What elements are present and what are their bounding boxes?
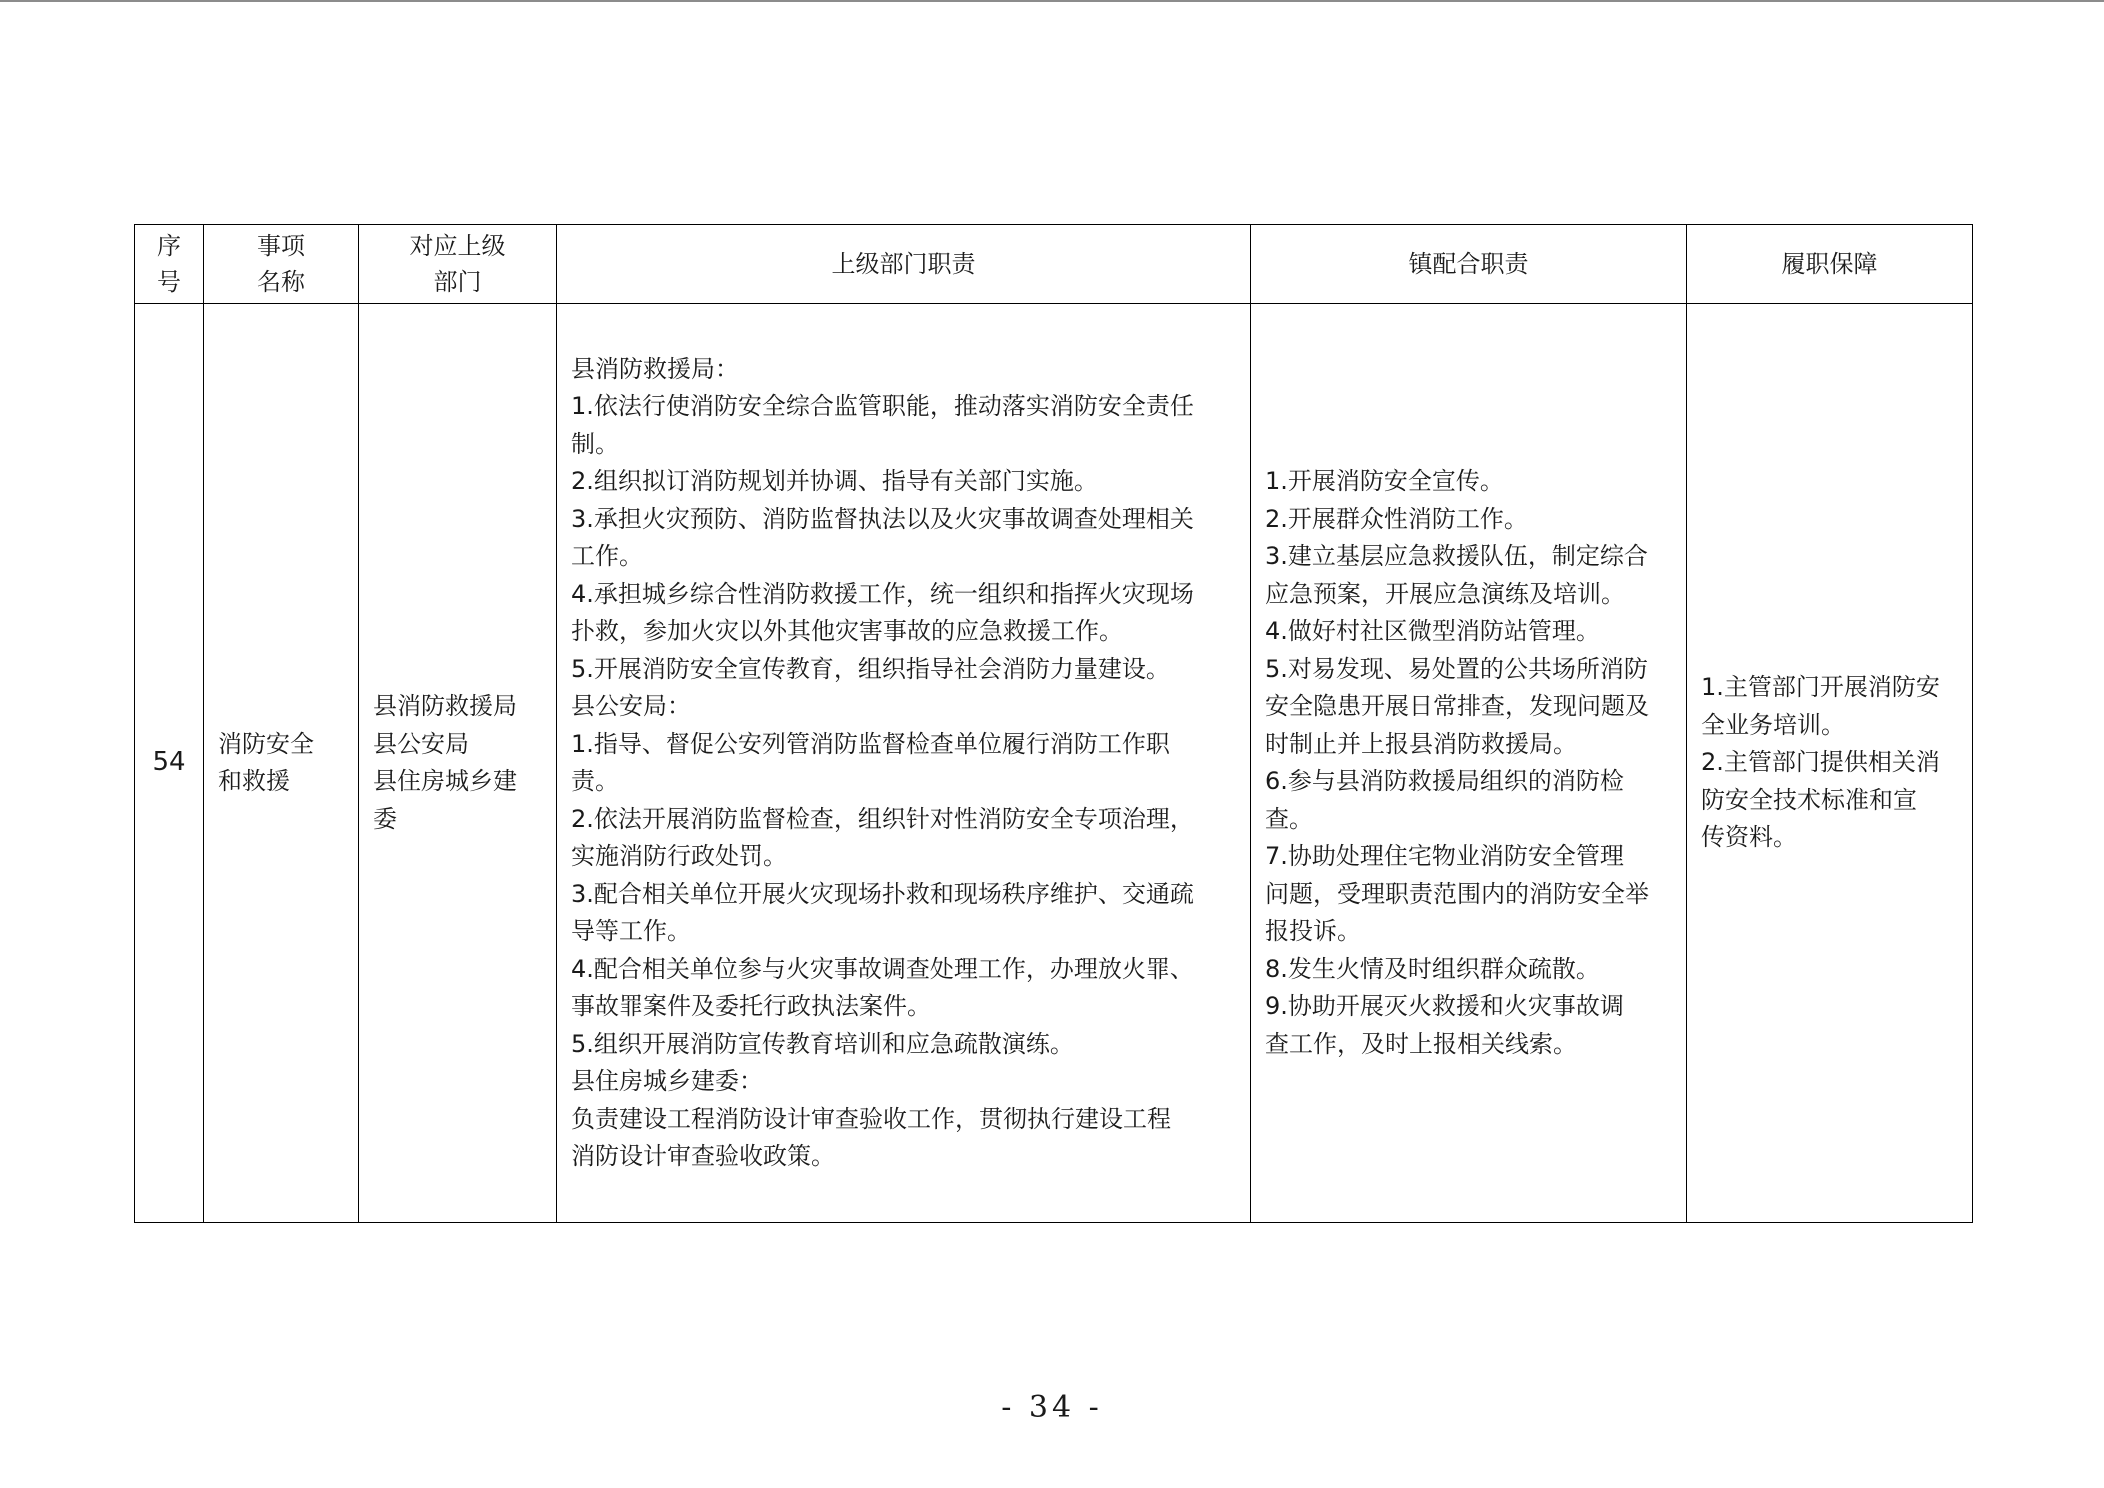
- guarantee-line: 2.主管部门提供相关消: [1701, 748, 1940, 777]
- town-duty-line: 查。: [1265, 804, 1313, 833]
- header-guarantee: 履职保障: [1687, 225, 1973, 304]
- upper-duty-line: 县住房城乡建委：: [571, 1067, 763, 1095]
- upper-duty-line: 扑救，参加火灾以外其他灾害事故的应急救援工作。: [571, 617, 1123, 645]
- page-number: - 34 -: [1001, 1390, 1103, 1425]
- upper-duty-line: 导等工作。: [571, 917, 691, 945]
- dept-line: 县公安局: [373, 729, 469, 758]
- town-duty-line: 9.协助开展灭火救援和火灾事故调: [1265, 992, 1624, 1020]
- upper-duty-line: 消防设计审查验收政策。: [571, 1142, 835, 1170]
- dept-line: 县消防救援局: [373, 692, 517, 720]
- dept-line: 委: [373, 804, 397, 833]
- town-duty-line: 3.建立基层应急救援队伍，制定综合: [1265, 542, 1648, 570]
- upper-duty-line: 制。: [571, 429, 619, 458]
- guarantee-line: 防安全技术标准和宣: [1701, 785, 1917, 814]
- town-duty-line: 7.协助处理住宅物业消防安全管理: [1265, 842, 1624, 870]
- item-name-line: 和救援: [218, 767, 290, 795]
- upper-duty-line: 实施消防行政处罚。: [571, 842, 787, 870]
- upper-duty-line: 事故罪案件及委托行政执法案件。: [571, 992, 931, 1020]
- header-item-name: 事项 名称: [204, 225, 359, 304]
- town-duty-line: 时制止并上报县消防救援局。: [1265, 729, 1577, 758]
- guarantee-line: 全业务培训。: [1701, 710, 1845, 739]
- town-duty-line: 报投诉。: [1265, 917, 1361, 945]
- page-top-rule: [0, 0, 2104, 2]
- town-duty-line: 6.参与县消防救援局组织的消防检: [1265, 767, 1624, 795]
- town-duty-line: 查工作，及时上报相关线索。: [1265, 1029, 1577, 1058]
- town-duty-line: 8.发生火情及时组织群众疏散。: [1265, 954, 1600, 983]
- town-duty-line: 应急预案，开展应急演练及培训。: [1265, 579, 1625, 608]
- duty-table: [134, 224, 1973, 1223]
- town-duty-line: 2.开展群众性消防工作。: [1265, 504, 1528, 533]
- upper-duty-line: 县消防救援局：: [571, 354, 739, 383]
- town-duty-line: 1.开展消防安全宣传。: [1265, 467, 1504, 495]
- item-name-line: 消防安全: [218, 729, 314, 758]
- upper-duty-line: 2.组织拟订消防规划并协调、指导有关部门实施。: [571, 467, 1098, 495]
- town-duty-line: 4.做好村社区微型消防站管理。: [1265, 617, 1600, 645]
- upper-duty-line: 1.依法行使消防安全综合监管职能，推动落实消防安全责任: [571, 392, 1194, 420]
- upper-duty-line: 4.承担城乡综合性消防救援工作，统一组织和指挥火灾现场: [571, 579, 1194, 608]
- upper-duty-line: 工作。: [571, 542, 643, 570]
- cell-upper-dept: [359, 304, 557, 1223]
- upper-duty-line: 3.承担火灾预防、消防监督执法以及火灾事故调查处理相关: [571, 504, 1194, 533]
- header-upper-duties: 上级部门职责: [557, 225, 1251, 304]
- town-duty-line: 安全隐患开展日常排查，发现问题及: [1265, 692, 1649, 720]
- town-duty-line: 问题，受理职责范围内的消防安全举: [1265, 879, 1649, 908]
- guarantee-line: 传资料。: [1701, 823, 1797, 852]
- cell-seq: [135, 304, 204, 1223]
- upper-duty-line: 责。: [571, 767, 619, 795]
- cell-item-name: [204, 304, 359, 1223]
- upper-duty-line: 3.配合相关单位开展火灾现场扑救和现场秩序维护、交通疏: [571, 879, 1194, 908]
- header-row: [135, 225, 1973, 304]
- upper-duty-line: 1.指导、督促公安列管消防监督检查单位履行消防工作职: [571, 729, 1170, 758]
- upper-duty-line: 5.开展消防安全宣传教育，组织指导社会消防力量建设。: [571, 654, 1170, 683]
- cell-town-duties: [1251, 304, 1687, 1223]
- upper-duty-line: 4.配合相关单位参与火灾事故调查处理工作，办理放火罪、: [571, 954, 1194, 983]
- town-duty-line: 5.对易发现、易处置的公共场所消防: [1265, 654, 1648, 683]
- upper-duty-line: 县公安局：: [571, 692, 691, 720]
- dept-line: 县住房城乡建: [373, 767, 517, 795]
- upper-duty-line: 5.组织开展消防宣传教育培训和应急疏散演练。: [571, 1029, 1074, 1058]
- upper-duty-line: 负责建设工程消防设计审查验收工作，贯彻执行建设工程: [571, 1104, 1171, 1133]
- cell-upper-duties: [557, 304, 1251, 1223]
- upper-duty-line: 2.依法开展消防监督检查，组织针对性消防安全专项治理，: [571, 804, 1194, 833]
- header-upper-dept: 对应上级 部门: [359, 225, 557, 304]
- header-seq: 序 号: [135, 225, 204, 304]
- table-row: [135, 304, 1973, 1223]
- seq-number: 54: [152, 747, 186, 778]
- guarantee-line: 1.主管部门开展消防安: [1701, 673, 1940, 702]
- header-town-duties: 镇配合职责: [1251, 225, 1687, 304]
- cell-guarantee: [1687, 304, 1973, 1223]
